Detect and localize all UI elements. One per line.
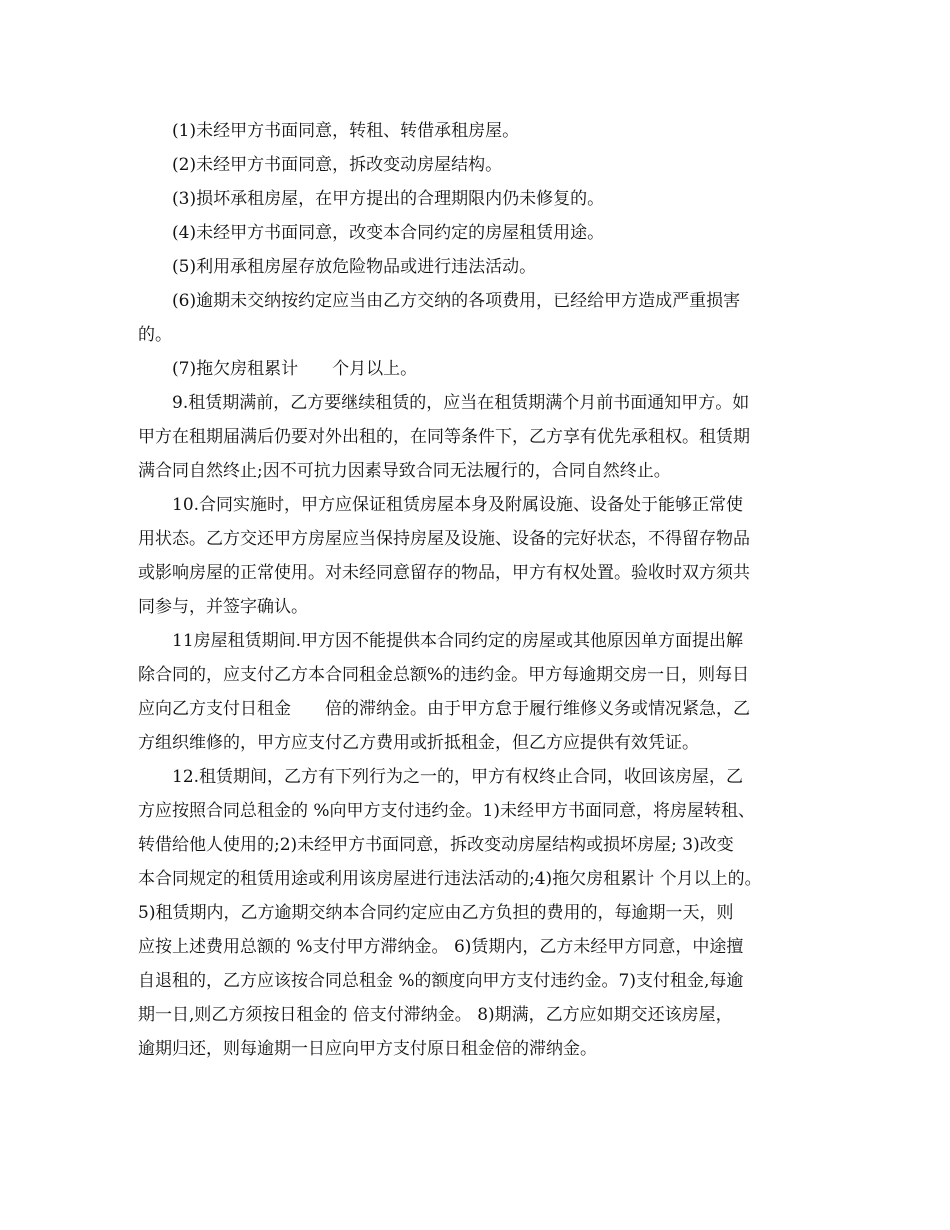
clause-item-6: (6)逾期未交纳按约定应当由乙方交纳的各项费用，已经给甲方造成严重损害 [172, 291, 741, 311]
paragraph-11-line: 除合同的，应支付乙方本合同租金总额%的违约金。甲方每逾期交房一日，则每日 [138, 665, 750, 685]
clause-item-6-continued: 的。 [138, 325, 172, 345]
clause-item-1: (1)未经甲方书面同意，转租、转借承租房屋。 [172, 121, 520, 141]
paragraph-11-line: 11房屋租赁期间.甲方因不能提供本合同约定的房屋或其他原因单方面提出解 [172, 631, 744, 651]
paragraph-10-line: 同参与，并签字确认。 [138, 597, 308, 617]
clause-item-3: (3)损坏承租房屋，在甲方提出的合理期限内仍未修复的。 [172, 189, 605, 209]
clause-item-4: (4)未经甲方书面同意，改变本合同约定的房屋租赁用途。 [172, 223, 605, 243]
clause-item-7-text-b: 个月以上。 [332, 359, 418, 379]
paragraph-12-line: 5)租赁期内，乙方逾期交纳本合同约定应由乙方负担的费用的，每逾期一天，则 [138, 903, 734, 923]
paragraph-12-line: 方应按照合同总租金的 %向甲方支付违约金。1)未经甲方书面同意，将房屋转租、 [138, 801, 756, 821]
paragraph-11-line [138, 692, 828, 726]
paragraph-12-line: 12.租赁期间，乙方有下列行为之一的，甲方有权终止合同，收回该房屋，乙 [172, 767, 744, 787]
paragraph-12-line: 期一日,则乙方须按日租金的 倍支付滞纳金。 8)期满，乙方应如期交还该房屋， [138, 1005, 733, 1025]
clause-item-5: (5)利用承租房屋存放危险物品或进行违法活动。 [172, 257, 537, 277]
paragraph-11-text-b: 倍的滞纳金。由于甲方怠于履行维修义务或情况紧急，乙 [325, 699, 750, 719]
paragraph-12-line: 逾期归还，则每逾期一日应向甲方支付原日租金倍的滞纳金。 [138, 1039, 597, 1059]
clause-item-7 [138, 352, 828, 386]
document-body [138, 114, 828, 1066]
paragraph-11-line: 方组织维修的，甲方应支付乙方费用或折抵租金，但乙方应提供有效凭证。 [138, 733, 699, 753]
paragraph-9-line: 9.租赁期满前，乙方要继续租赁的，应当在租赁期满个月前书面通知甲方。如 [172, 393, 750, 413]
paragraph-12-line: 转借给他人使用的;2)未经甲方书面同意，拆改变动房屋结构或损坏房屋; 3)改变 [138, 835, 734, 855]
paragraph-10-line: 用状态。乙方交还甲方房屋应当保持房屋及设施、设备的完好状态，不得留存物品 [138, 529, 750, 549]
paragraph-11-text-a: 应向乙方支付日租金 [138, 699, 291, 719]
paragraph-12-line: 自退租的，乙方应该按合同总租金 %的额度向甲方支付违约金。7)支付租金,每逾 [138, 971, 744, 991]
paragraph-12-line: 本合同规定的租赁用途或利用该房屋进行违法活动的;4)拖欠房租累计 个月以上的。 [138, 869, 762, 889]
clause-item-7-text-a: (7)拖欠房租累计 [172, 359, 299, 379]
paragraph-10-line: 10.合同实施时，甲方应保证租赁房屋本身及附属设施、设备处于能够正常使 [172, 495, 744, 515]
paragraph-10-line: 或影响房屋的正常使用。对未经同意留存的物品，甲方有权处置。验收时双方须共 [138, 563, 750, 583]
clause-item-2: (2)未经甲方书面同意，拆改变动房屋结构。 [172, 155, 503, 175]
paragraph-9-line: 甲方在租期届满后仍要对外出租的，在同等条件下，乙方享有优先承租权。租赁期 [138, 427, 750, 447]
paragraph-9-line: 满合同自然终止;因不可抗力因素导致合同无法履行的，合同自然终止。 [138, 461, 671, 481]
paragraph-12-line: 应按上述费用总额的 %支付甲方滞纳金。 6)赁期内，乙方未经甲方同意，中途擅 [138, 937, 744, 957]
